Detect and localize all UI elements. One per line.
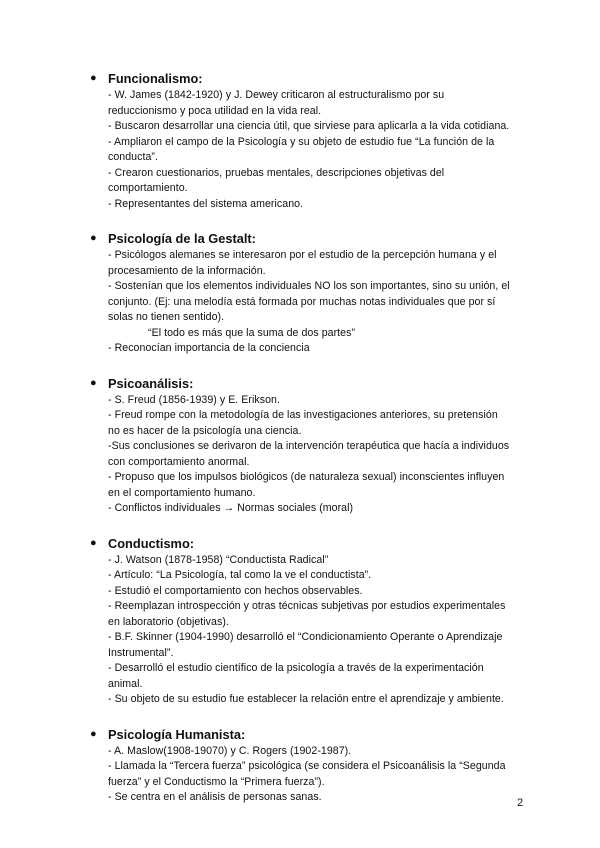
text-line: - Reconocían importancia de la conciencia <box>108 342 310 354</box>
text-line: - S. Freud (1856-1939) y E. Erikson. <box>108 393 280 406</box>
section <box>90 70 530 212</box>
text-line: “El todo es más que la suma de dos partes” <box>148 326 356 339</box>
text-line: - A. Maslow(1908-19070) y C. Rogers (1902-1987). <box>108 744 352 757</box>
text-line: Instrumental”. <box>108 646 174 659</box>
text-line: no es hacer de la psicología una ciencia. <box>108 424 302 437</box>
text-line: - Reemplazan introspección y otras técnicas subjetivas por estudios experimentales <box>108 600 506 612</box>
bullet-icon: ● <box>90 536 97 549</box>
section-title: Psicología Humanista: <box>108 726 246 742</box>
text-line: fuerza” y el Conductismo la “Primera fuerza”). <box>108 775 325 788</box>
text-line: comportamiento. <box>108 182 188 194</box>
section-heading <box>90 375 530 392</box>
text-line: - Buscaron desarrollar una ciencia útil, que sirviese para aplicarla a la vida cotidiana. <box>108 120 510 132</box>
text-line: en el comportamiento humano. <box>108 486 256 499</box>
section-heading <box>90 230 530 247</box>
text-line: - Sostenían que los elementos individuales NO los son importantes, sino su unión, el <box>108 280 510 292</box>
section-title: Funcionalismo: <box>108 71 203 86</box>
text-line: - Psicólogos alemanes se interesaron por el estudio de la percepción humana y el <box>108 249 497 261</box>
section-title: Psicoanálisis: <box>108 375 194 391</box>
section-title: Psicología de la Gestalt: <box>108 231 256 246</box>
section-title: Conductismo: <box>108 535 195 551</box>
text-line: reduccionismo y poca utilidad en la vida real. <box>108 104 322 117</box>
bullet-icon: ● <box>90 232 97 244</box>
section <box>90 535 530 708</box>
text-line: - B.F. Skinner (1904-1990) desarrolló el “Condicionamiento Operante o Aprendizaje <box>108 631 503 643</box>
bullet-icon: ● <box>90 72 97 84</box>
section-lines <box>90 393 530 517</box>
text-line: - Se centra en el análisis de personas sanas. <box>108 791 322 803</box>
section <box>90 230 530 357</box>
section-heading <box>90 726 530 743</box>
text-line: conjunto. (Ej: una melodía está formada por muchas notas individuales que por sí <box>108 295 496 308</box>
section-lines <box>90 744 530 806</box>
page-number: 2 <box>517 797 524 809</box>
text-line: - Llamada la “Tercera fuerza” psicológica (se considera el Psicoanálisis la “Segunda <box>108 760 506 772</box>
text-line: -Sus conclusiones se derivaron de la intervención terapéutica que hacía a individuos <box>108 440 510 452</box>
section-lines <box>90 553 530 708</box>
text-line: animal. <box>108 677 143 690</box>
text-line: - Su objeto de su estudio fue establecer la relación entre el aprendizaje y ambiente. <box>108 693 504 705</box>
document-body <box>90 70 530 824</box>
text-line: procesamiento de la información. <box>108 264 266 277</box>
bullet-icon: ● <box>90 376 97 389</box>
text-line: - Conflictos individuales → Normas sociales (moral) <box>108 502 354 514</box>
sections-container <box>90 70 530 806</box>
section-lines <box>90 248 530 357</box>
bullet-icon: ● <box>90 727 97 740</box>
text-line: con comportamiento anormal. <box>108 455 250 468</box>
section-heading <box>90 535 530 552</box>
text-line: - Estudió el comportamiento con hechos observables. <box>108 584 363 597</box>
text-line: solas no tienen sentido). <box>108 311 225 323</box>
text-line: - Crearon cuestionarios, pruebas mentales, descripciones objetivas del <box>108 166 445 179</box>
text-line: - Ampliaron el campo de la Psicología y su objeto de estudio fue “La función de la <box>108 135 495 148</box>
text-line: - Freud rompe con la metodología de las investigaciones anteriores, su pretensión <box>108 409 498 421</box>
text-line: en laboratorio (objetivas). <box>108 615 229 628</box>
text-line: - W. James (1842-1920) y J. Dewey criticaron al estructuralismo por su <box>108 89 445 101</box>
text-line: - J. Watson (1878-1958) “Conductista Radical” <box>108 553 329 566</box>
section <box>90 375 530 517</box>
section-lines <box>90 88 530 212</box>
section-heading <box>90 70 530 87</box>
text-line: - Propuso que los impulsos biológicos (de naturaleza sexual) inconscientes influyen <box>108 471 505 483</box>
text-line: conducta”. <box>108 151 158 163</box>
text-line: - Artículo: “La Psicología, tal como la ve el conductista”. <box>108 569 372 581</box>
section <box>90 726 530 806</box>
text-line: - Desarrolló el estudio científico de la psicología a través de la experimentación <box>108 662 484 674</box>
text-line: - Representantes del sistema americano. <box>108 197 304 210</box>
